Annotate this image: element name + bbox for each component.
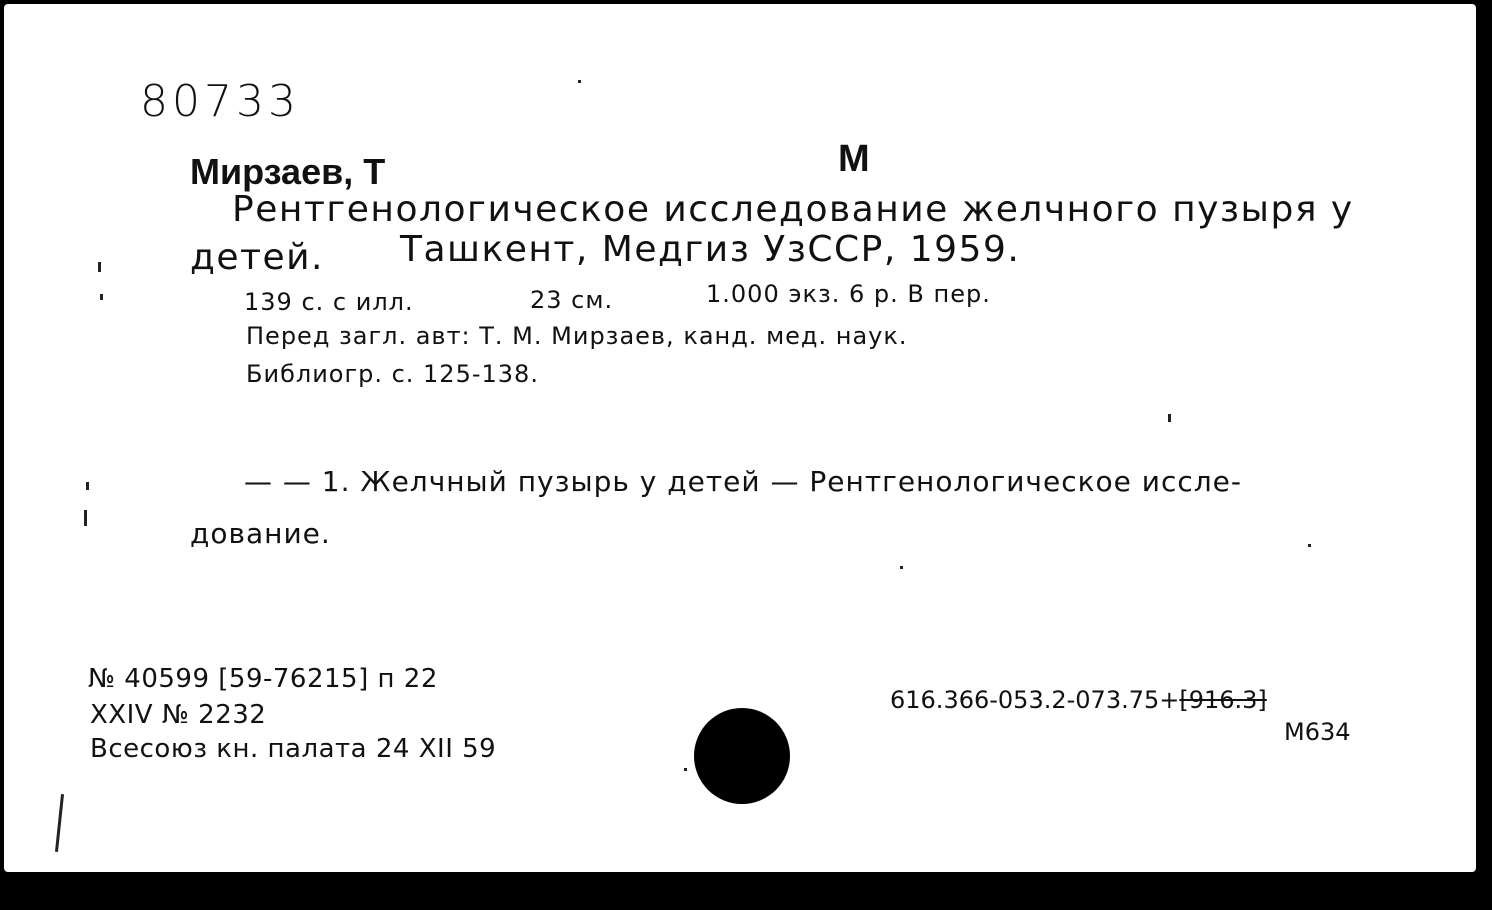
cutter-number: М634	[1284, 718, 1351, 746]
dust-speck	[1168, 414, 1171, 422]
note-bibliography: Библиогр. с. 125-138.	[246, 360, 539, 388]
punch-hole	[694, 708, 790, 804]
author-heading: Мирзаев, Т	[190, 151, 386, 192]
handwritten-accession-number: 80733	[140, 76, 300, 127]
udc-number: 616.366-053.2-073.75+	[890, 686, 1180, 714]
registry-line-1: № 40599 [59-76215] п 22	[88, 664, 438, 694]
physical-desc-copies-price: 1.000 экз. 6 р. В пер.	[706, 280, 991, 308]
note-author: Перед загл. авт: Т. М. Мирзаев, канд. мед. наук.	[246, 322, 908, 350]
subject-heading-line-2: дование.	[190, 517, 331, 550]
dust-speck	[578, 80, 581, 83]
subject-heading-line-1: — — 1. Желчный пузырь у детей — Рентгенологическое иссле-	[244, 465, 1242, 498]
catalog-card	[4, 4, 1476, 872]
registry-line-3: Всесоюз кн. палата 24 XII 59	[90, 734, 497, 764]
physical-desc-pages: 139 с. с илл.	[244, 288, 414, 316]
title-line-1: Рентгенологическое исследование желчного пузыря у	[232, 189, 1354, 230]
catalog-mark: М	[838, 138, 870, 180]
old-classification: [916.3]	[1179, 686, 1267, 714]
udc-classification	[890, 688, 1267, 712]
imprint: Ташкент, Медгиз УзССР, 1959.	[400, 229, 1021, 270]
dust-speck	[84, 510, 87, 526]
dust-speck	[98, 262, 101, 272]
dust-speck	[86, 482, 89, 490]
registry-line-2: XXIV № 2232	[90, 700, 267, 730]
dust-speck	[1308, 544, 1311, 547]
dust-speck	[100, 294, 103, 300]
physical-desc-size: 23 см.	[530, 286, 614, 314]
title-line-2-start: детей.	[190, 237, 324, 278]
dust-speck	[684, 768, 687, 771]
pencil-mark	[55, 794, 64, 852]
dust-speck	[900, 566, 903, 569]
